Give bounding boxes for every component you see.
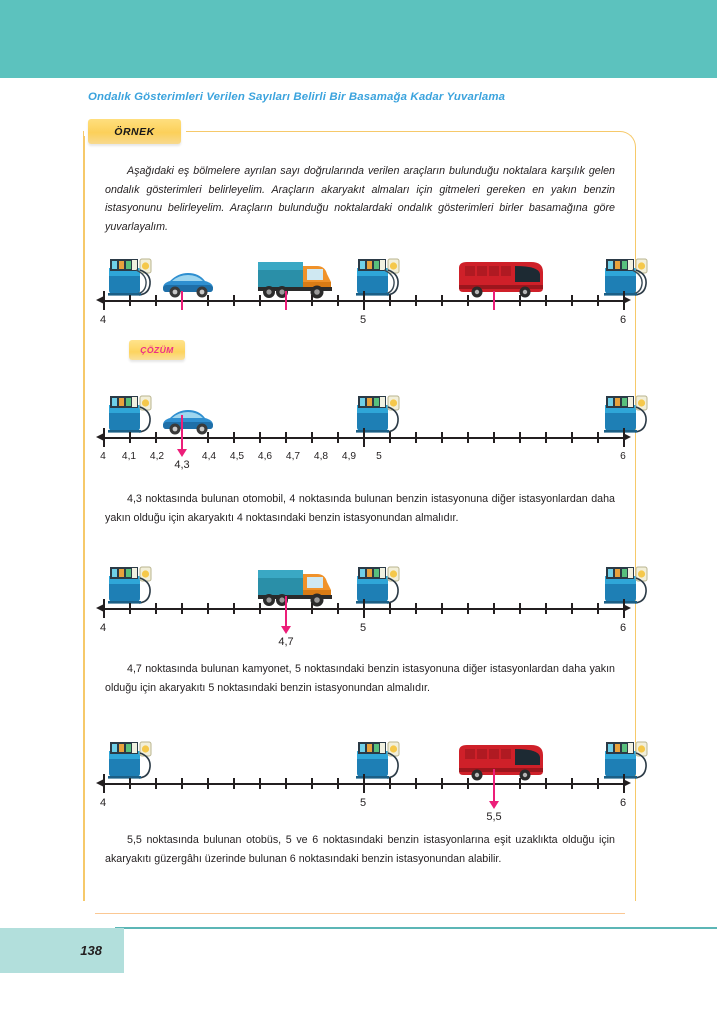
tick-minor: [467, 778, 469, 789]
gas-pump-icon: [105, 254, 159, 298]
tick-minor: [467, 603, 469, 614]
tick-minor: [441, 432, 443, 443]
tick-label: 5: [359, 797, 367, 809]
tick-minor: [545, 295, 547, 306]
tick-minor: [493, 603, 495, 614]
tick-label: 6: [619, 797, 627, 809]
tick-major: [363, 428, 365, 447]
tick-minor: [259, 432, 261, 443]
gas-pump-icon: [105, 391, 159, 435]
tick-label: 5: [359, 622, 367, 634]
marker-arrowhead-icon: [281, 626, 291, 634]
tick-label: 5: [359, 314, 367, 326]
tick-marker-4-7: [285, 291, 287, 310]
tick-minor: [285, 778, 287, 789]
tick-minor: [337, 432, 339, 443]
footer-rule: [95, 913, 625, 914]
tick-minor: [389, 432, 391, 443]
tick-minor: [545, 603, 547, 614]
footer-teal-line: [115, 927, 717, 929]
marker-stem: [493, 769, 495, 801]
tick-label: 4: [100, 451, 106, 462]
tick-minor: [519, 432, 521, 443]
tick-minor: [155, 603, 157, 614]
marker-value: 5,5: [486, 811, 502, 823]
explanation-3: [105, 831, 615, 868]
gas-pump-icon: [601, 737, 655, 781]
tick-minor: [415, 603, 417, 614]
bus-icon: [455, 739, 547, 783]
tick-major: [363, 774, 365, 793]
tick-major: [103, 599, 105, 618]
marker-arrowhead-icon: [177, 449, 187, 457]
tick-label: 4,6: [257, 451, 273, 462]
page-number-box: [0, 928, 124, 973]
tick-minor: [441, 778, 443, 789]
solution-badge: [129, 340, 185, 360]
tick-minor: [155, 295, 157, 306]
tick-minor: [519, 295, 521, 306]
explanation-3-text: 5,5 noktasında bulunan otobüs, 5 ve 6 noktasındaki benzin istasyonlarına eşit uzaklıkta olduğu için akaryakıtı güzergâhı üzerinde bulunan 6 noktasındaki benzin istasyonundan alabilir.: [105, 834, 615, 865]
tick-major: [623, 774, 625, 793]
tick-minor: [415, 778, 417, 789]
gas-pump-icon: [601, 254, 655, 298]
tick-minor: [155, 432, 157, 443]
explanation-2-text: 4,7 noktasında bulunan kamyonet, 5 noktasındaki benzin istasyonuna diğer istasyonlardan daha yakın olduğu için akaryakıtı 5 noktasındaki benzin istasyonundan almalıdır.: [105, 663, 615, 694]
tick-minor: [467, 432, 469, 443]
tick-marker-5-5: [493, 291, 495, 310]
tick-minor: [441, 295, 443, 306]
tick-minor: [129, 295, 131, 306]
tick-minor: [337, 295, 339, 306]
tick-minor: [493, 432, 495, 443]
solution-badge-label: ÇÖZÜM: [140, 345, 174, 355]
tick-minor: [571, 778, 573, 789]
tick-marker-4-3: [181, 291, 183, 310]
tick-minor: [311, 603, 313, 614]
gas-pump-icon: [105, 737, 159, 781]
gas-pump-icon: [353, 737, 407, 781]
tick-minor: [181, 603, 183, 614]
tick-minor: [259, 778, 261, 789]
tick-label: 6: [619, 622, 627, 634]
tick-minor: [129, 778, 131, 789]
tick-minor: [597, 295, 599, 306]
tick-minor: [311, 295, 313, 306]
tick-major: [103, 428, 105, 447]
tick-minor: [389, 778, 391, 789]
tick-minor: [467, 295, 469, 306]
tick-minor: [207, 603, 209, 614]
tick-minor: [233, 603, 235, 614]
tick-minor: [337, 778, 339, 789]
marker-value: 4,7: [278, 636, 294, 648]
tick-minor: [181, 778, 183, 789]
tick-label: 4: [99, 622, 107, 634]
tick-label: 4,9: [341, 451, 357, 462]
tick-label: 4,2: [149, 451, 165, 462]
tick-minor: [415, 432, 417, 443]
marker-stem: [181, 415, 183, 449]
tick-label: 4: [99, 314, 107, 326]
tick-label: 6: [619, 314, 627, 326]
gas-pump-icon: [353, 254, 407, 298]
gas-pump-icon: [601, 562, 655, 606]
tick-minor: [545, 432, 547, 443]
tick-minor: [207, 778, 209, 789]
tick-label: 5: [376, 451, 382, 462]
gas-pump-icon: [353, 391, 407, 435]
explanation-2: [105, 660, 615, 697]
gas-pump-icon: [353, 562, 407, 606]
tick-minor: [571, 295, 573, 306]
tick-major: [363, 291, 365, 310]
tick-minor: [311, 778, 313, 789]
tick-minor: [259, 295, 261, 306]
page-number: 138: [80, 943, 102, 958]
tick-label: 4: [99, 797, 107, 809]
tick-minor: [389, 603, 391, 614]
explanation-1-text: 4,3 noktasında bulunan otomobil, 4 noktasında bulunan benzin istasyonuna diğer istasyonlardan daha yakın olduğu için akaryakıtı 4 noktasındaki benzin istasyonundan almalıdır.: [105, 493, 615, 524]
tick-minor: [519, 603, 521, 614]
tick-minor: [233, 295, 235, 306]
tick-minor: [545, 778, 547, 789]
tick-label: 4,1: [121, 451, 137, 462]
gas-pump-icon: [601, 391, 655, 435]
tick-minor: [129, 603, 131, 614]
tick-minor: [285, 432, 287, 443]
bus-icon: [455, 256, 547, 300]
tick-minor: [233, 778, 235, 789]
tick-minor: [155, 778, 157, 789]
tick-minor: [259, 603, 261, 614]
header-band: [0, 0, 717, 78]
tick-minor: [415, 295, 417, 306]
intro-paragraph-text: Aşağıdaki eş bölmelere ayrılan sayı doğrularında verilen araçların bulunduğu noktalara karşılık gelen ondalık gösterimleri belirleyelim. Araçların akaryakıt almaları için gitmeleri gereken en yakın benzin istasyonunu belirleyelim. Araçların bulunduğu noktalardaki ondalık gösterimleri birler basamağına göre yuvarlayalım.: [105, 165, 615, 233]
marker-value: 4,3: [174, 459, 190, 471]
tick-minor: [207, 432, 209, 443]
tick-minor: [337, 603, 339, 614]
tick-major: [623, 428, 625, 447]
marker-arrowhead-icon: [489, 801, 499, 809]
tick-label: 4,5: [229, 451, 245, 462]
tick-major: [623, 599, 625, 618]
dump-truck-icon: [255, 252, 337, 300]
tick-major: [623, 291, 625, 310]
tick-label: 6: [620, 451, 626, 462]
tick-minor: [571, 603, 573, 614]
tick-minor: [597, 432, 599, 443]
tick-major: [363, 599, 365, 618]
tick-minor: [389, 295, 391, 306]
tick-minor: [519, 778, 521, 789]
tick-label: 4,8: [313, 451, 329, 462]
tick-major: [103, 774, 105, 793]
tick-minor: [233, 432, 235, 443]
tick-minor: [597, 778, 599, 789]
section-title: Ondalık Gösterimleri Verilen Sayıları Belirli Bir Basamağa Kadar Yuvarlama: [88, 91, 506, 103]
intro-paragraph: [105, 162, 615, 236]
tick-minor: [129, 432, 131, 443]
tick-label: 4,4: [201, 451, 217, 462]
explanation-1: [105, 490, 615, 527]
tick-minor: [207, 295, 209, 306]
tick-minor: [311, 432, 313, 443]
dump-truck-icon: [255, 560, 337, 608]
tick-minor: [441, 603, 443, 614]
tick-major: [103, 291, 105, 310]
example-badge: [88, 119, 181, 144]
gas-pump-icon: [105, 562, 159, 606]
marker-stem: [285, 596, 287, 626]
tick-label: 4,7: [285, 451, 301, 462]
example-badge-label: ÖRNEK: [114, 125, 155, 138]
tick-minor: [571, 432, 573, 443]
tick-minor: [597, 603, 599, 614]
